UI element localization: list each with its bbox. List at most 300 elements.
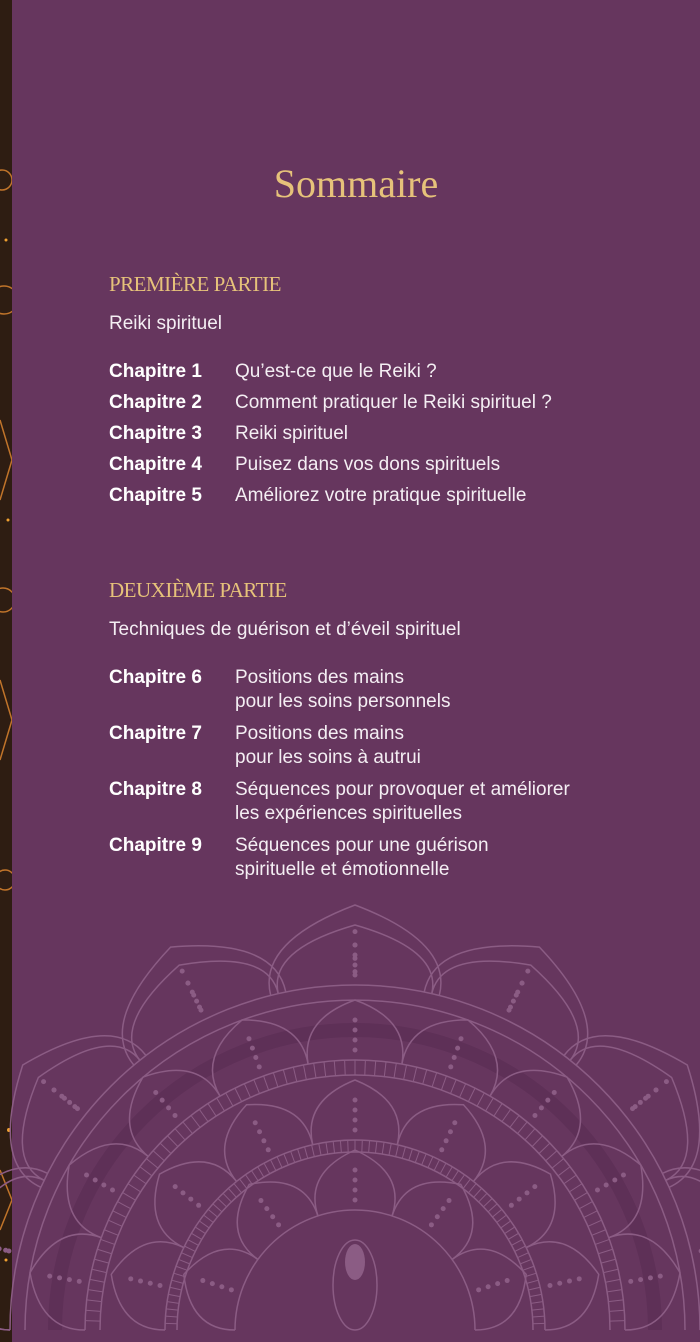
mandala-line bbox=[574, 1193, 587, 1201]
mandala-line bbox=[353, 1018, 358, 1023]
mandala-line bbox=[455, 1046, 460, 1051]
mandala-line bbox=[101, 1239, 115, 1244]
mandala-line bbox=[228, 1188, 236, 1197]
mandala-line bbox=[185, 981, 190, 986]
mandala-line bbox=[588, 1220, 602, 1226]
mandala-line bbox=[353, 1098, 358, 1103]
mandala-line bbox=[75, 1106, 80, 1111]
mandala-line bbox=[138, 1279, 143, 1284]
mandala-line bbox=[170, 1287, 182, 1290]
mandala-line bbox=[452, 1055, 457, 1060]
mandala-line bbox=[447, 1198, 452, 1203]
mandala-line bbox=[517, 1197, 522, 1202]
mandala-line bbox=[146, 1159, 158, 1169]
mandala-line bbox=[452, 1171, 459, 1181]
mandala-line bbox=[191, 1116, 200, 1128]
mandala-line bbox=[257, 1129, 262, 1134]
mandala-line bbox=[607, 1290, 622, 1292]
mandala-line bbox=[525, 1129, 535, 1140]
mandala-line bbox=[546, 1151, 557, 1161]
mandala-line bbox=[353, 1118, 358, 1123]
mandala-line bbox=[532, 1113, 537, 1118]
page-title: Sommaire bbox=[273, 161, 439, 206]
part-subtitle: Techniques de guérison et d’éveil spirituel bbox=[109, 619, 461, 640]
mandala-line bbox=[173, 1184, 178, 1189]
mandala-line bbox=[173, 1113, 178, 1118]
mandala-line bbox=[463, 1179, 470, 1189]
mandala-line bbox=[234, 1184, 242, 1193]
mandala-line bbox=[199, 1109, 208, 1121]
mandala-line bbox=[51, 1087, 56, 1092]
mandala-line bbox=[638, 1100, 643, 1105]
mandala-line bbox=[113, 1211, 126, 1218]
mandala-line bbox=[564, 1036, 700, 1188]
mandala-line bbox=[47, 1274, 52, 1279]
mandala-line bbox=[567, 1279, 572, 1284]
mandala-line bbox=[501, 1221, 511, 1228]
mandala-line bbox=[117, 1202, 130, 1209]
mandala-line bbox=[353, 943, 358, 948]
mandala-line bbox=[505, 1227, 515, 1234]
mandala-line bbox=[77, 1279, 82, 1284]
mandala-line bbox=[333, 1141, 334, 1153]
chapter-title-line: spirituelle et émotionnelle bbox=[235, 859, 450, 880]
mandala-line bbox=[84, 1173, 89, 1178]
mandala-line bbox=[527, 1280, 539, 1283]
mandala-line bbox=[375, 1141, 376, 1153]
mandala-line bbox=[128, 1276, 133, 1281]
mandala-line bbox=[264, 1163, 270, 1174]
mandala-line bbox=[266, 1147, 271, 1152]
mandala-line bbox=[353, 963, 358, 968]
mandala-line bbox=[345, 1060, 346, 1075]
mandala-line bbox=[303, 1065, 306, 1080]
mandala-line bbox=[483, 1198, 492, 1206]
mandala-line bbox=[609, 1310, 624, 1311]
mandala-line bbox=[429, 1222, 434, 1227]
mandala-line bbox=[415, 1151, 419, 1162]
mandala-line bbox=[646, 1094, 651, 1099]
mandala-line bbox=[184, 1249, 258, 1330]
mandala-line bbox=[319, 1143, 321, 1155]
mandala-line bbox=[630, 1106, 635, 1111]
chapter-title-line: Positions des mains bbox=[235, 667, 404, 688]
mandala-line bbox=[610, 1321, 625, 1322]
mandala-line bbox=[167, 1136, 177, 1147]
chapter-label: Chapitre 4 bbox=[109, 454, 202, 475]
mandala-line bbox=[0, 1246, 2, 1251]
mandala-line bbox=[595, 1188, 600, 1193]
mandala-line bbox=[345, 1244, 365, 1280]
mandala-line bbox=[298, 1149, 302, 1160]
mandala-line bbox=[402, 1147, 405, 1159]
mandala-line bbox=[97, 1249, 111, 1253]
mandala-line bbox=[452, 1120, 457, 1125]
mandala-line bbox=[621, 1173, 626, 1178]
mandala-line bbox=[545, 1098, 550, 1103]
mandala-line bbox=[179, 1259, 190, 1263]
mandala-line bbox=[664, 1079, 669, 1084]
chapter-title-line: Séquences pour une guérison bbox=[235, 835, 489, 856]
mandala-line bbox=[198, 1008, 203, 1013]
mandala-line bbox=[539, 1143, 550, 1153]
mandala-line bbox=[254, 1080, 260, 1094]
mandala-line bbox=[520, 1259, 531, 1263]
chapter-title-line: Qu’est-ce que le Reiki ? bbox=[235, 361, 437, 382]
mandala-line bbox=[223, 1193, 231, 1202]
mandala-line bbox=[531, 1302, 543, 1304]
mandala-line bbox=[261, 1138, 266, 1143]
chapter-title bbox=[235, 422, 348, 446]
part-subtitle: Reiki spirituel bbox=[109, 313, 222, 334]
mandala-line bbox=[605, 1279, 620, 1282]
mandala-line bbox=[539, 1105, 544, 1110]
mandala-line bbox=[160, 1143, 171, 1153]
chapter-title bbox=[235, 484, 526, 508]
mandala-line bbox=[271, 1160, 276, 1171]
mandala-line bbox=[314, 1063, 316, 1078]
chapter-label: Chapitre 6 bbox=[109, 667, 202, 688]
mandala-line bbox=[474, 1188, 482, 1197]
mandala-line bbox=[409, 1149, 413, 1160]
mandala-line bbox=[497, 1215, 507, 1222]
mandala-line bbox=[253, 1055, 258, 1060]
mandala-line bbox=[601, 1259, 615, 1263]
mandala-line bbox=[195, 1227, 205, 1234]
mandala-line bbox=[312, 1145, 315, 1157]
mandala-line bbox=[638, 1277, 643, 1282]
mandala-line bbox=[446, 1167, 452, 1177]
mandala-line bbox=[158, 1283, 163, 1288]
mandala-line bbox=[324, 1062, 326, 1077]
chapter-label: Chapitre 3 bbox=[109, 423, 202, 444]
mandala-line bbox=[123, 1193, 136, 1201]
mandala-line bbox=[213, 1204, 222, 1212]
mandala-line bbox=[269, 905, 441, 995]
mandala-line bbox=[666, 1176, 700, 1330]
mandala-line bbox=[175, 1129, 185, 1140]
mandala-line bbox=[226, 1093, 233, 1106]
mandala-line bbox=[291, 1151, 295, 1162]
chapter-title bbox=[235, 360, 437, 384]
mandala-line bbox=[394, 1063, 396, 1078]
mandala-line bbox=[210, 1281, 215, 1286]
mandala-line bbox=[257, 1064, 262, 1069]
mandala-line bbox=[90, 1279, 105, 1282]
mandala-line bbox=[451, 1080, 457, 1094]
mandala-line bbox=[134, 1175, 146, 1184]
mandala-line bbox=[552, 1159, 564, 1169]
chapter-title bbox=[235, 778, 570, 826]
mandala-line bbox=[101, 1183, 106, 1188]
mandala-line bbox=[153, 1090, 158, 1095]
mandala-line bbox=[190, 990, 195, 995]
mandala-line bbox=[654, 1087, 659, 1092]
mandala-line bbox=[208, 1209, 217, 1217]
mandala-line bbox=[305, 1147, 308, 1159]
mandala-line bbox=[273, 1073, 278, 1087]
mandala-line bbox=[172, 1280, 184, 1283]
mandala-line bbox=[10, 1036, 146, 1188]
mandala-line bbox=[87, 1300, 102, 1302]
mandala-line bbox=[166, 1309, 178, 1310]
mandala-line bbox=[512, 1240, 523, 1246]
mandala-line bbox=[166, 1105, 171, 1110]
mandala-line bbox=[353, 953, 358, 958]
chapter-title-line: Positions des mains bbox=[235, 723, 404, 744]
mandala-line bbox=[246, 1036, 251, 1041]
mandala-line bbox=[628, 1279, 633, 1284]
mandala-line bbox=[502, 1109, 511, 1121]
chapter-title-line: Comment pratiquer le Reiki spirituel ? bbox=[235, 392, 552, 413]
mandala-line bbox=[180, 969, 185, 974]
mandala-line bbox=[108, 1220, 122, 1226]
mandala-line bbox=[258, 1198, 263, 1203]
mandala-line bbox=[441, 1076, 446, 1090]
mandala-line bbox=[511, 999, 516, 1004]
mandala-line bbox=[110, 1188, 115, 1193]
mandala-line bbox=[552, 1090, 557, 1095]
part-heading: PREMIÈRE PARTIE bbox=[109, 272, 281, 296]
mandala-line bbox=[353, 1188, 358, 1193]
chapter-title-line: les expériences spirituelles bbox=[235, 803, 463, 824]
mandala-line bbox=[283, 1070, 287, 1084]
mandala-line bbox=[532, 1136, 542, 1147]
mandala-line bbox=[389, 1143, 391, 1155]
mandala-line bbox=[515, 990, 520, 995]
mandala-line bbox=[570, 1046, 688, 1180]
mandala-line bbox=[199, 1221, 209, 1228]
mandala-line bbox=[509, 1203, 514, 1208]
mandala-line bbox=[340, 1141, 341, 1153]
mandala-line bbox=[396, 1145, 399, 1157]
mandala-line bbox=[353, 1178, 358, 1183]
part-heading: DEUXIÈME PARTIE bbox=[109, 578, 287, 602]
mandala-line bbox=[225, 1104, 313, 1181]
mandala-line bbox=[494, 1104, 502, 1117]
mandala-line bbox=[508, 1233, 518, 1239]
mandala-line bbox=[258, 1167, 264, 1177]
chapter-label: Chapitre 5 bbox=[109, 485, 202, 506]
mandala-line bbox=[477, 1093, 484, 1106]
mandala-line bbox=[458, 1175, 465, 1185]
mandala-line bbox=[176, 1266, 187, 1270]
mandala-line bbox=[160, 1098, 165, 1103]
mandala-line bbox=[153, 1151, 164, 1161]
mandala-line bbox=[569, 1184, 582, 1192]
mandala-line bbox=[85, 1321, 100, 1322]
mandala-line bbox=[468, 1088, 475, 1101]
mandala-line bbox=[520, 981, 525, 986]
mandala-line bbox=[384, 1062, 386, 1077]
mandala-line bbox=[293, 1067, 296, 1082]
chapter-title-line: pour les soins à autrui bbox=[235, 747, 421, 768]
mandala-line bbox=[557, 1281, 562, 1286]
mandala-line bbox=[547, 1283, 552, 1288]
mandala-line bbox=[365, 1060, 366, 1075]
mandala-line bbox=[603, 1269, 618, 1272]
mandala-line bbox=[353, 1198, 358, 1203]
mandala-line bbox=[432, 1073, 437, 1087]
mandala-line bbox=[444, 1138, 449, 1143]
mandala-line bbox=[439, 1147, 444, 1152]
mandala-line bbox=[270, 1214, 275, 1219]
mandala-line bbox=[375, 1061, 376, 1076]
mandala-line bbox=[276, 1222, 281, 1227]
mandala-line bbox=[369, 1141, 370, 1153]
mandala-line bbox=[404, 1065, 407, 1080]
mandala-line bbox=[612, 1178, 617, 1183]
mandala-line bbox=[181, 1253, 192, 1258]
mandala-line bbox=[185, 1246, 196, 1251]
chapter-title bbox=[235, 722, 421, 770]
mandala-line bbox=[353, 1108, 358, 1113]
mandala-line bbox=[94, 1259, 108, 1263]
mandala-line bbox=[577, 1276, 582, 1281]
mandala-line bbox=[277, 1157, 282, 1168]
mandala-line bbox=[92, 1269, 107, 1272]
mandala-line bbox=[422, 1154, 426, 1165]
mandala-line bbox=[592, 1230, 606, 1236]
mandala-line bbox=[452, 1249, 526, 1330]
mandala-line bbox=[435, 1214, 440, 1219]
mandala-line bbox=[604, 1183, 609, 1188]
mandala-line bbox=[240, 1179, 247, 1189]
mandala-line bbox=[128, 1184, 141, 1192]
mandala-line bbox=[148, 1281, 153, 1286]
mandala-line bbox=[532, 1184, 537, 1189]
mandala-line bbox=[584, 1211, 597, 1218]
mandala-line bbox=[235, 1088, 242, 1101]
mandala-line bbox=[505, 1278, 510, 1283]
mandala-line bbox=[528, 1287, 540, 1290]
mandala-line bbox=[353, 973, 358, 978]
mandala-line bbox=[253, 1120, 258, 1125]
chapter-title-line: Reiki spirituel bbox=[235, 423, 348, 444]
mandala-line bbox=[423, 1070, 427, 1084]
mandala-line bbox=[476, 1287, 481, 1292]
mandala-line bbox=[208, 1104, 216, 1117]
mandala-line bbox=[0, 1176, 44, 1330]
mandala-line bbox=[518, 1122, 528, 1134]
mandala-line bbox=[250, 1046, 255, 1051]
mandala-line bbox=[564, 1175, 576, 1184]
mandala-line bbox=[598, 1249, 612, 1253]
mandala-line bbox=[448, 1129, 453, 1134]
mandala-line bbox=[428, 1157, 433, 1168]
mandala-line bbox=[658, 1274, 663, 1279]
mandala-line bbox=[479, 1193, 487, 1202]
mandala-line bbox=[382, 1142, 384, 1154]
mandala-line bbox=[460, 1084, 466, 1098]
chapter-title bbox=[235, 834, 489, 882]
chapter-title-line: Améliorez votre pratique spirituelle bbox=[235, 485, 527, 506]
mandala-line bbox=[510, 1116, 519, 1128]
mandala-line bbox=[88, 1290, 103, 1292]
mandala-line bbox=[530, 1294, 542, 1296]
mandala-line bbox=[180, 1190, 185, 1195]
mandala-line bbox=[59, 1094, 64, 1099]
mandala-line bbox=[41, 1079, 46, 1084]
mandala-line bbox=[326, 1142, 328, 1154]
mandala-line bbox=[252, 1171, 259, 1181]
mandala-line bbox=[353, 929, 358, 934]
mandala-line bbox=[608, 1300, 623, 1302]
mandala-line bbox=[67, 1277, 72, 1282]
mandala-line bbox=[104, 1230, 118, 1236]
chapter-title bbox=[235, 391, 552, 415]
mandala-line bbox=[595, 1239, 609, 1244]
mandala-line bbox=[140, 1167, 152, 1176]
mandala-line bbox=[166, 1316, 178, 1317]
mandala-line bbox=[168, 1294, 180, 1296]
mandala-line bbox=[57, 1275, 62, 1280]
chapter-label: Chapitre 2 bbox=[109, 392, 202, 413]
mandala-line bbox=[468, 1184, 476, 1193]
chapter-title bbox=[235, 666, 450, 714]
mandala-line bbox=[93, 1178, 98, 1183]
chapter-label: Chapitre 1 bbox=[109, 361, 202, 382]
mandala-line bbox=[188, 1197, 193, 1202]
mandala-line bbox=[245, 1175, 252, 1185]
mandala-line bbox=[353, 1038, 358, 1043]
mandala-line bbox=[196, 1203, 201, 1208]
chapter-title-line: Séquences pour provoquer et améliorer bbox=[235, 779, 570, 800]
chapter-label: Chapitre 9 bbox=[109, 835, 202, 856]
mandala-line bbox=[315, 1150, 395, 1216]
mandala-line bbox=[191, 1233, 201, 1239]
mandala-line bbox=[525, 969, 530, 974]
mandala-line bbox=[353, 1028, 358, 1033]
mandala-line bbox=[440, 1163, 446, 1174]
mandala-line bbox=[486, 1284, 491, 1289]
mandala-line bbox=[353, 1048, 358, 1053]
mandala-line bbox=[488, 1204, 497, 1212]
mandala-line bbox=[194, 999, 199, 1004]
mandala-line bbox=[200, 1278, 205, 1283]
mandala-line bbox=[188, 1240, 199, 1246]
mandala-line bbox=[204, 1215, 214, 1222]
mandala-line bbox=[229, 1287, 234, 1292]
mandala-line bbox=[353, 1168, 358, 1173]
mandala-line bbox=[397, 1104, 485, 1181]
mandala-line bbox=[434, 1160, 439, 1171]
mandala-line bbox=[183, 1122, 193, 1134]
mandala-line bbox=[334, 1061, 335, 1076]
mandala-line bbox=[493, 1209, 502, 1217]
mandala-line bbox=[264, 1076, 269, 1090]
mandala-line bbox=[353, 1128, 358, 1133]
mandala-line bbox=[264, 1206, 269, 1211]
mandala-line bbox=[532, 1309, 544, 1310]
chapter-title bbox=[235, 453, 500, 477]
mandala-line bbox=[523, 1266, 534, 1270]
chapter-title-line: pour les soins personnels bbox=[235, 691, 451, 712]
mandala-line bbox=[495, 1281, 500, 1286]
chapter-title-line: Puisez dans vos dons spirituels bbox=[235, 454, 501, 475]
mandala-line bbox=[459, 1036, 464, 1041]
mandala-line bbox=[86, 1310, 101, 1311]
mandala-line bbox=[441, 1206, 446, 1211]
mandala-line bbox=[558, 1167, 570, 1176]
mandala-line bbox=[22, 1046, 140, 1180]
mandala-line bbox=[67, 1100, 72, 1105]
mandala-line bbox=[413, 1067, 416, 1082]
mandala-line bbox=[6, 1249, 11, 1254]
mandala-line bbox=[648, 1275, 653, 1280]
mandala-line bbox=[244, 1084, 250, 1098]
chapter-label: Chapitre 8 bbox=[109, 779, 202, 800]
